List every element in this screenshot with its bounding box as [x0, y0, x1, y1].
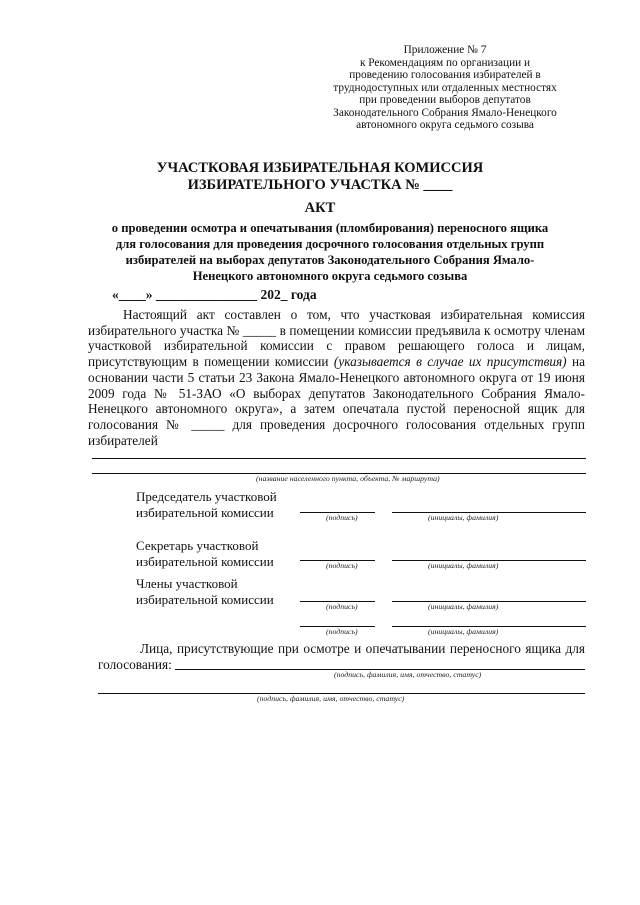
chairman-label: Председатель участковой избирательной комиссии: [136, 489, 277, 520]
chairman-signature-caption: (подпись): [326, 513, 358, 522]
secretary-name-caption: (инициалы, фамилия): [428, 561, 499, 570]
annex-block: [300, 44, 590, 132]
annex-line: Законодательного Собрания Ямало-Ненецкого: [333, 106, 557, 119]
present-paragraph: Лица, присутствующие при осмотре и опечатывании переносного ящика для голосования:: [98, 641, 585, 672]
annex-line: автономного округа седьмого созыва: [356, 119, 534, 131]
body-text-part1: Настоящий акт составлен о том, что участковая избирательная комиссия избирательного участка № _____ в помещении комиссии предъявила к осмотру членам участковой избирательной комиссии с правом решающего голоса и лицам, присутствующим в помещении комиссии: [88, 307, 585, 370]
commission-line-2: ИЗБИРАТЕЛЬНОГО УЧАСТКА № ____: [187, 177, 453, 193]
body-paragraph: [88, 307, 585, 448]
act-subject: о проведении осмотра и опечатывания (пломбирования) переносного ящика для голосования для проведения досрочного голосования отдельных групп избирателей на выборах депутатов Законодательного Собрания Ямало-Ненецкого автономного округа седьмого созыва: [111, 221, 549, 283]
secretary-signature-caption: (подпись): [326, 561, 358, 570]
members-label: Члены участковой избирательной комиссии: [136, 576, 274, 607]
annex-line: Приложение № 7: [403, 44, 487, 56]
present-caption-1: (подпись, фамилия, имя, отчество, статус): [334, 670, 482, 679]
annex-line: труднодоступных или отдаленных местностях: [333, 81, 557, 94]
member-1-name-caption: (инициалы, фамилия): [428, 602, 499, 611]
body-text-part2: на основании части 5 статьи 23 Закона Ямало-Ненецкого автономного округа от 19 июня 2009 года № 51-ЗАО «О выборах депутатов Законодательного Собрания Ямало-Ненецкого автономного округа», а затем опечатала пустой переносной ящик для голосования № _____ для проведения досрочного голосования отдельных групп избирателей: [88, 354, 585, 448]
member-1-signature-caption: (подпись): [326, 602, 358, 611]
annex-line: проведению голосования избирателей в: [349, 69, 541, 81]
body-text-italic: (указывается в случае их присутствия): [333, 354, 567, 370]
present-caption-2: (подпись, фамилия, имя, отчество, статус): [257, 694, 405, 703]
commission-heading: [0, 160, 640, 194]
annex-line: при проведении выборов депутатов: [359, 94, 531, 106]
chairman-name-caption: (инициалы, фамилия): [428, 513, 499, 522]
date-line: «____» _______________ 202_ года: [112, 287, 317, 302]
location-caption: (название населенного пункта, объекта, № маршрута): [256, 474, 440, 483]
member-2-name-caption: (инициалы, фамилия): [428, 627, 499, 636]
commission-line-1: УЧАСТКОВАЯ ИЗБИРАТЕЛЬНАЯ КОМИССИЯ: [156, 160, 484, 176]
annex-line: к Рекомендациям по организации и: [359, 56, 531, 69]
member-2-signature-caption: (подпись): [326, 627, 358, 636]
act-title: АКТ: [304, 200, 336, 216]
location-line-1: [92, 458, 586, 459]
secretary-label: Секретарь участковой избирательной комиссии: [136, 538, 274, 569]
